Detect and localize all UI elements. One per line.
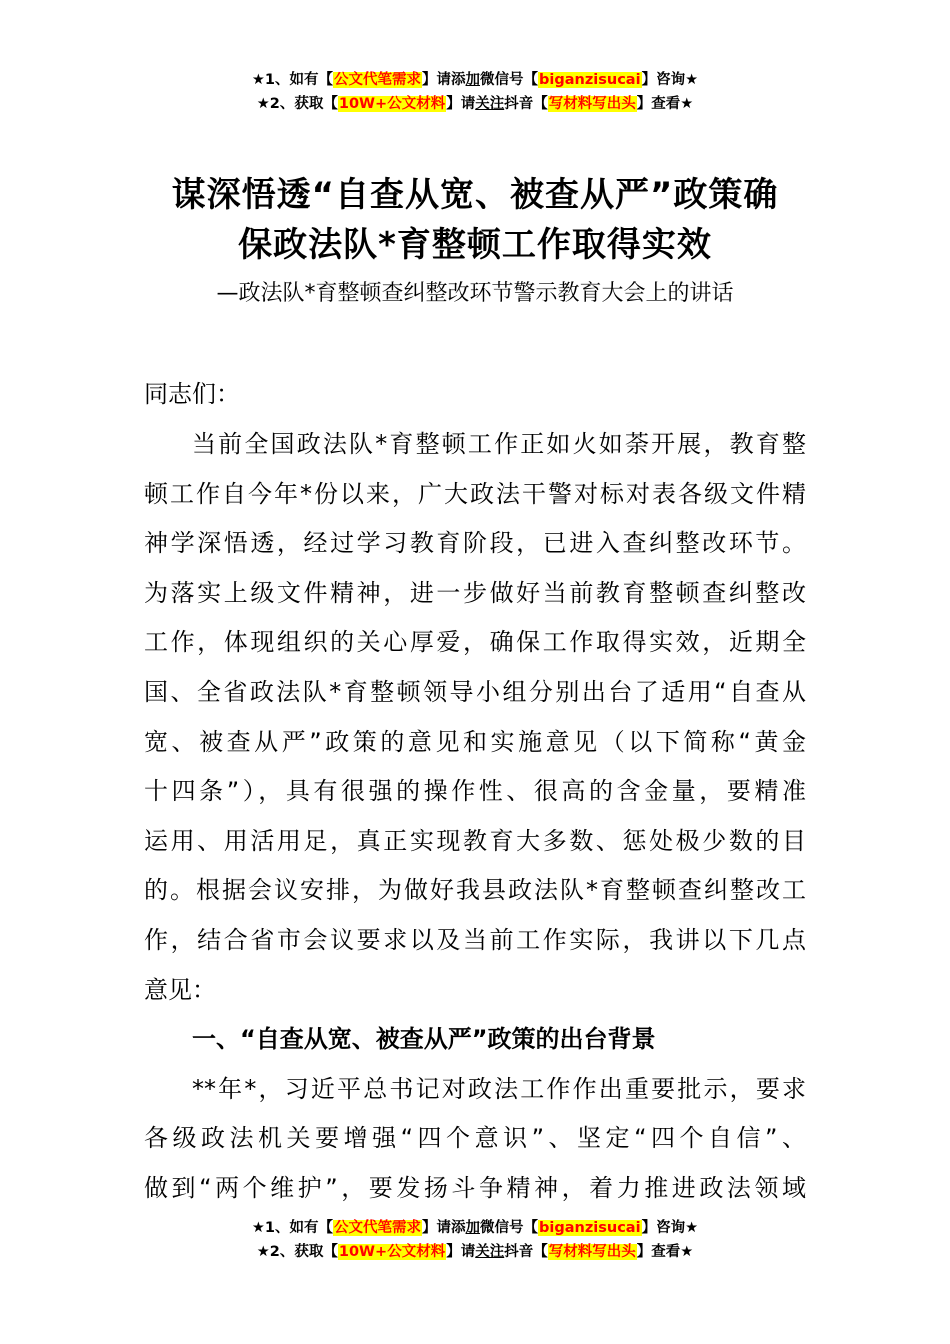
salutation: 同志们： — [144, 380, 240, 408]
text-line: **年*，习近平总书记对政法工作作出重要批示，要求 — [192, 1074, 806, 1103]
banner-text: 】请 — [446, 96, 476, 112]
banner-line-2 — [0, 1240, 950, 1264]
banner-text: 抖音【 — [504, 1244, 548, 1260]
text-line: 的。根据会议安排，为做好我县政法队*育整顿查纠整改工 — [144, 876, 806, 905]
highlight-service: 公文代笔需求 — [334, 72, 422, 88]
text-line: 国、全省政法队*育整顿领导小组分别出台了适用“自查从 — [144, 677, 806, 706]
section-heading-1: 一、“自查从宽、被查从严”政策的出台背景 — [192, 1025, 656, 1054]
highlight-douyin-id: 写材料写出头 — [548, 96, 636, 112]
text-line: 各级政法机关要增强“四个意识”、坚定“四个自信”、 — [144, 1124, 806, 1153]
banner-text: 】查看★ — [636, 1244, 694, 1260]
text-line: 做到“两个维护”，要发扬斗争精神，着力推进政法领域 — [144, 1173, 806, 1202]
banner-text: ★2、获取【 — [256, 1244, 338, 1260]
text-line: 十四条”），具有很强的操作性、很高的含金量，要精准 — [144, 777, 806, 806]
text-line: 神学深悟透，经过学习教育阶段，已进入查纠整改环节。 — [144, 529, 806, 558]
banner-text: ★1、如有【 — [251, 1220, 334, 1236]
banner-text: 微信号【 — [480, 1220, 539, 1236]
banner-text: 】咨询★ — [641, 72, 699, 88]
text-line: 宽、被查从严”政策的意见和实施意见（以下简称“黄金 — [144, 727, 806, 756]
paragraph-2 — [144, 1065, 806, 1214]
document-title-line-2: 保政法队*育整顿工作取得实效 — [238, 225, 712, 265]
banner-text: ★1、如有【 — [251, 72, 334, 88]
document-body — [144, 370, 806, 1213]
highlight-service: 公文代笔需求 — [334, 1220, 422, 1236]
highlight-materials: 10W+公文材料 — [338, 1244, 446, 1260]
text-line: 当前全国政法队*育整顿工作正如火如荼开展，教育整 — [192, 429, 806, 458]
document-subtitle: —政法队*育整顿查纠整改环节警示教育大会上的讲话 — [216, 281, 734, 306]
banner-underlined-text: 关注 — [475, 96, 505, 112]
banner-underlined-text: 加 — [465, 1220, 481, 1236]
highlight-wechat-id: biganzisucai — [539, 1220, 641, 1236]
highlight-douyin-id: 写材料写出头 — [548, 1244, 636, 1260]
banner-text: 微信号【 — [480, 72, 539, 88]
text-line: 作，结合省市会议要求以及当前工作实际，我讲以下几点 — [144, 925, 806, 954]
banner-text: ★2、获取【 — [256, 96, 338, 112]
top-banner — [0, 68, 950, 116]
banner-text: 抖音【 — [504, 96, 548, 112]
highlight-wechat-id: biganzisucai — [539, 72, 641, 88]
paragraph-1 — [144, 420, 806, 1015]
highlight-materials: 10W+公文材料 — [338, 96, 446, 112]
banner-text: 】请添 — [422, 72, 466, 88]
banner-line-2 — [0, 92, 950, 116]
banner-text: 】请 — [446, 1244, 476, 1260]
banner-underlined-text: 关注 — [475, 1244, 505, 1260]
banner-line-1 — [0, 68, 950, 92]
banner-line-1 — [0, 1216, 950, 1240]
text-line: 顿工作自今年*份以来，广大政法干警对标对表各级文件精 — [144, 479, 806, 508]
bottom-banner — [0, 1216, 950, 1264]
text-line: 意见： — [144, 975, 216, 1004]
text-line: 运用、用活用足，真正实现教育大多数、惩处极少数的目 — [144, 826, 806, 855]
banner-text: 】咨询★ — [641, 1220, 699, 1236]
text-line: 工作，体现组织的关心厚爱，确保工作取得实效，近期全 — [144, 628, 806, 657]
banner-text: 】请添 — [422, 1220, 466, 1236]
document-title-line-1: 谋深悟透“自查从宽、被查从严”政策确 — [171, 175, 779, 215]
banner-underlined-text: 加 — [465, 72, 481, 88]
text-line: 为落实上级文件精神，进一步做好当前教育整顿查纠整改 — [144, 578, 806, 607]
banner-text: 】查看★ — [636, 96, 694, 112]
